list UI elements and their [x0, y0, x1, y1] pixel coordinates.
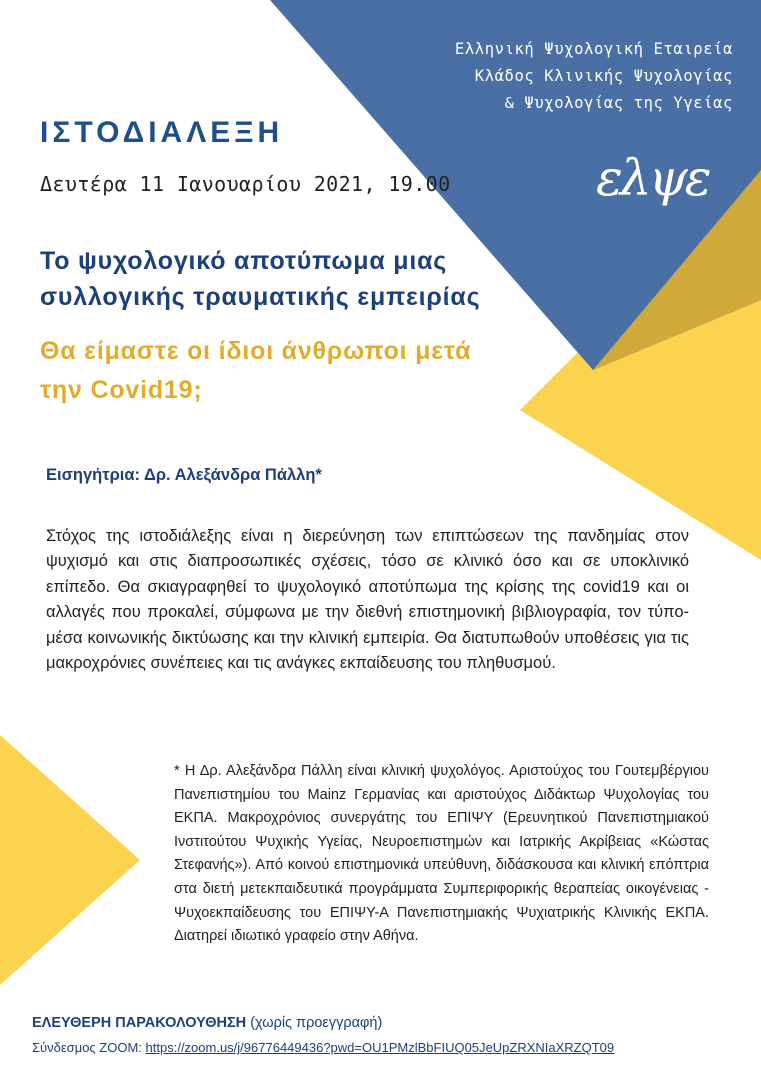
- zoom-link-row: [32, 1040, 614, 1055]
- event-date: Δευτέρα 11 Ιανουαρίου 2021, 19.00: [40, 172, 451, 196]
- organization-line-1: Ελληνική Ψυχολογική Εταιρεία: [454, 40, 733, 58]
- lecture-abstract: Στόχος της ιστοδιάλεξης είναι η διερεύνηση των επιπτώσεων της πανδημίας στον ψυχισμό και στις διαπροσωπικές σχέσεις, τόσο σε κλινικό όσο και σε υποκλινικό επίπεδο. Θα σκιαγραφηθεί το ψυχολογικό αποτύπωμα της κρίσης της covid19 και οι αλλαγές που προκαλεί, σύμφωνα με την διεθνή επιστημονική βιβλιογραφία, τον τύπο-μέσα κοινωνικής δικτύωσης και την κλινική εμπειρία. Θα διατυπωθούν υποθέσεις για τις μακροχρόνιες συνέπειες και τις ανάγκες εκπαίδευσης του πληθυσμού.: [46, 527, 689, 673]
- lecture-subtitle-line-1: Θα είμαστε οι ίδιοι άνθρωποι μετά: [40, 337, 472, 365]
- event-type-heading: ΙΣΤΟΔΙΑΛΕΞΗ: [40, 116, 284, 149]
- elpse-logo: ελψε: [596, 149, 709, 207]
- zoom-link[interactable]: https://zoom.us/j/96776449436?pwd=OU1PMzlBbFIUQ05JeUpZRXNIaXRZQT09: [145, 1040, 615, 1055]
- attendance-label: ΕΛΕΥΘΕΡΗ ΠΑΡΑΚΟΛΟΥΘΗΣΗ: [32, 1015, 247, 1031]
- attendance-info: [32, 1015, 382, 1031]
- organization-line-2: Κλάδος Κλινικής Ψυχολογίας: [474, 67, 733, 85]
- lecture-subtitle: [40, 332, 600, 410]
- lecture-title: [40, 243, 600, 315]
- lecture-title-line-1: Το ψυχολογικό αποτύπωμα μιας: [40, 247, 448, 275]
- yellow-left-triangle: [0, 735, 140, 985]
- zoom-label: Σύνδεσμος ZOOM:: [32, 1040, 142, 1055]
- speaker-name: Εισηγήτρια: Δρ. Αλεξάνδρα Πάλλη*: [46, 466, 322, 484]
- attendance-note: (χωρίς προεγγραφή): [250, 1015, 383, 1031]
- speaker-bio: * Η Δρ. Αλεξάνδρα Πάλλη είναι κλινική ψυχολόγος. Αριστούχος του Γουτεμβέργιου Πανεπιστημίου του Mainz Γερμανίας και αριστούχος Διδάκτωρ Ψυχολογίας του ΕΚΠΑ. Μακροχρόνιος συνεργάτης του ΕΠΙΨΥ (Ερευνητικού Πανεπιστημιακού Ινστιτούτου Ψυχικής Υγείας, Νευροεπιστημών και Ιατρικής Ακρίβειας «Κώστας Στεφανής»). Από κοινού επιστημονικά υπεύθυνη, διδάσκουσα και κλινική επόπτρια στα διετή μετεκπαιδευτικά προγράμματα Συμπεριφορικής θεραπείας οικογένειας - Ψυχοεκπαίδευσης του ΕΠΙΨΥ-Α Πανεπιστημιακής Ψυχιατρικής Κλινικής ΕΚΠΑ. Διατηρεί ιδιωτικό γραφείο στην Αθήνα.: [174, 763, 709, 945]
- organization-name: [413, 36, 733, 117]
- lecture-title-line-2: συλλογικής τραυματικής εμπειρίας: [40, 283, 481, 311]
- lecture-subtitle-line-2: την Covid19;: [40, 376, 203, 404]
- organization-line-3: & Ψυχολογίας της Υγείας: [504, 94, 733, 112]
